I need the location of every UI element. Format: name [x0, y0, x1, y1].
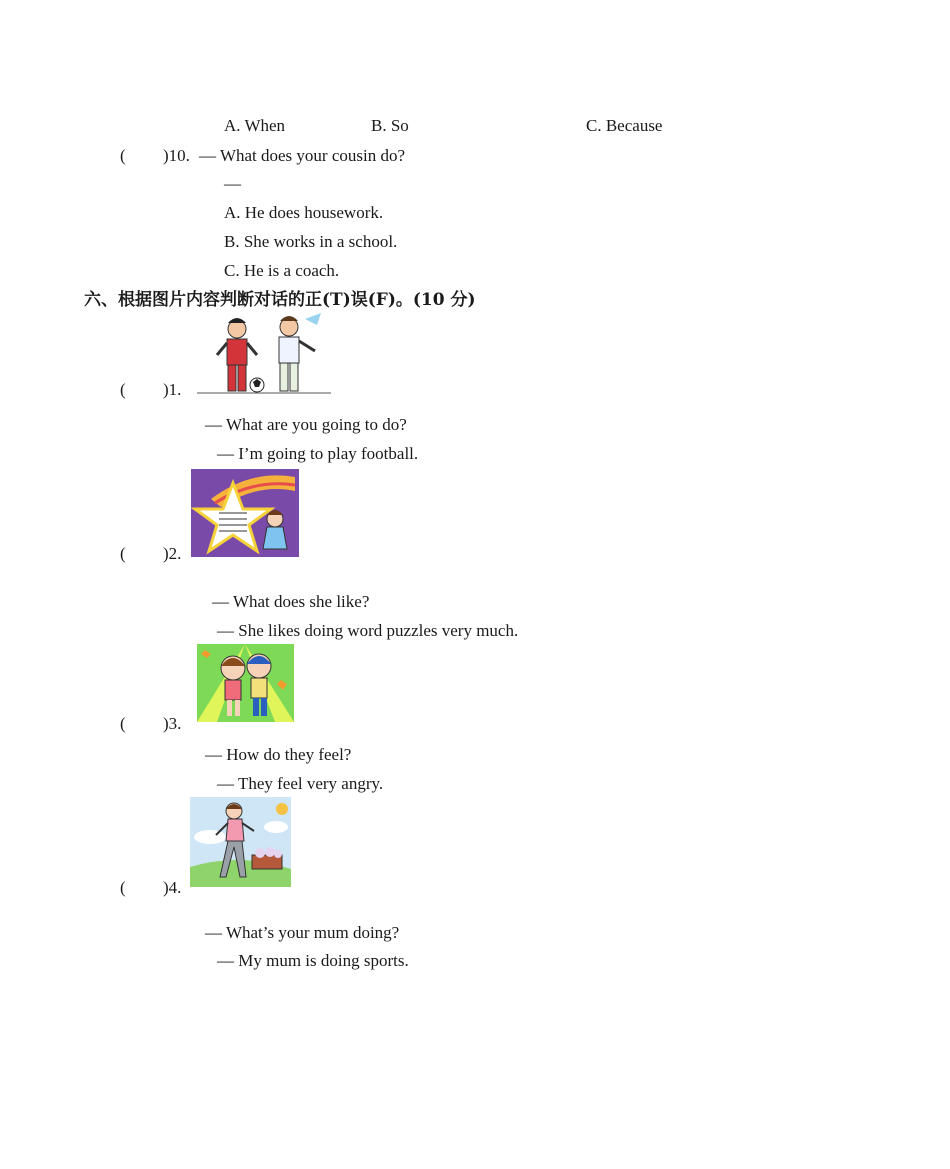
- item-2-paren-open: (: [120, 544, 126, 563]
- item-3-line-2: — They feel very angry.: [217, 774, 384, 793]
- q10-paren-open: (: [120, 146, 126, 165]
- happy-children-picture: [197, 644, 294, 722]
- q10-number: )10.: [163, 146, 190, 165]
- q9-option-b: B. So: [371, 116, 409, 135]
- item-4-number: )4.: [163, 878, 182, 897]
- q10-option-a: A. He does housework.: [224, 203, 384, 222]
- q10-question: — What does your cousin do?: [199, 146, 406, 165]
- mum-walking-picture: [190, 797, 291, 887]
- item-3-line-1: — How do they feel?: [205, 745, 352, 764]
- q10-option-b: B. She works in a school.: [224, 232, 398, 251]
- item-4-paren-open: (: [120, 878, 126, 897]
- item-2-line-2: — She likes doing word puzzles very much.: [217, 621, 519, 640]
- item-2-number: )2.: [163, 544, 182, 563]
- q10-option-c: C. He is a coach.: [224, 261, 340, 280]
- item-2-line-1: — What does she like?: [212, 592, 370, 611]
- item-4-line-2: — My mum is doing sports.: [217, 951, 409, 970]
- item-1-line-2: — I’m going to play football.: [217, 444, 419, 463]
- football-players-picture: [197, 311, 331, 396]
- item-3-number: )3.: [163, 714, 182, 733]
- word-puzzle-picture: [191, 469, 299, 557]
- section-6-title: 六、根据图片内容判断对话的正(T)误(F)。(10 分): [84, 290, 476, 310]
- item-1-number: )1.: [163, 380, 182, 399]
- q9-option-a: A. When: [224, 116, 286, 135]
- q10-answer-dash: —: [224, 174, 241, 193]
- item-1-paren-open: (: [120, 380, 126, 399]
- item-3-paren-open: (: [120, 714, 126, 733]
- item-1-line-1: — What are you going to do?: [205, 415, 407, 434]
- q9-option-c: C. Because: [586, 116, 663, 135]
- item-4-line-1: — What’s your mum doing?: [205, 923, 400, 942]
